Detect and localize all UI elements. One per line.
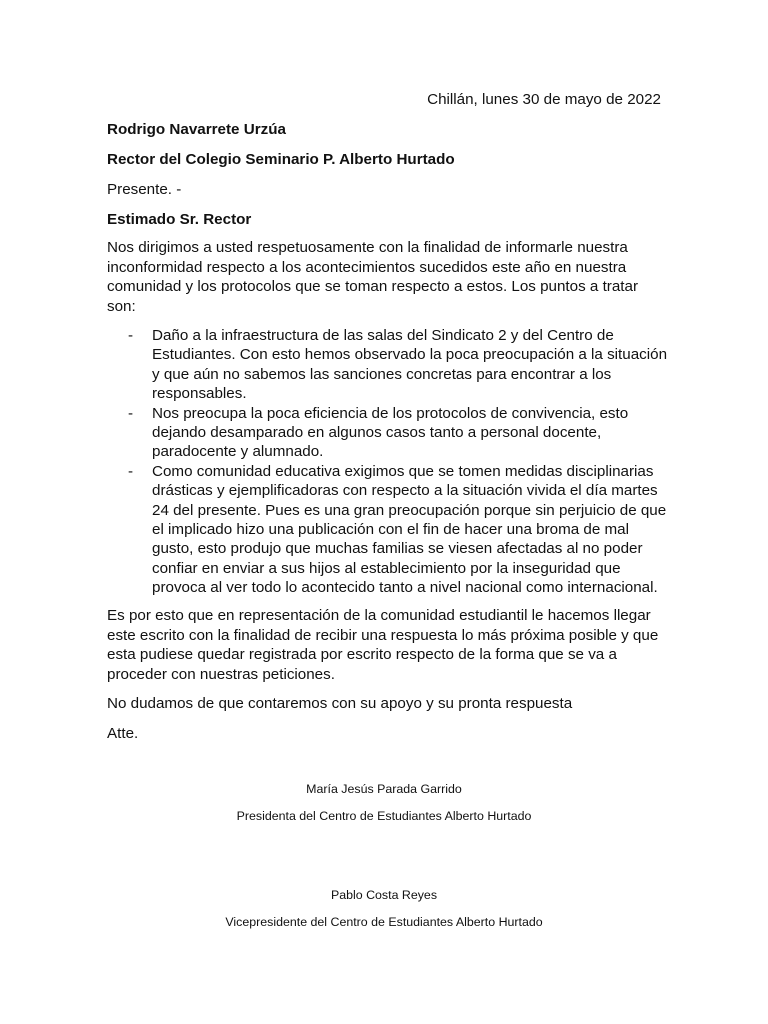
salutation: Estimado Sr. Rector: [107, 211, 252, 228]
bullet-marker: -: [128, 462, 134, 480]
point-text: Nos preocupa la poca eficiencia de los protocolos de convivencia, esto dejando desamparado en algunos casos tanto a personal docente, paradocente y alumnado.: [152, 404, 629, 461]
list-item: [107, 326, 667, 404]
bullet-marker: -: [128, 404, 134, 422]
point-text: Como comunidad educativa exigimos que se tomen medidas disciplinarias drásticas y ejemplificadoras con respecto a la situación vivida el día martes 24 del presente. Pues es una gran preocupación porque sin perjuicio de que el implicado hizo una publicación con el fin de hacer una broma de mal gusto, esto produjo que muchas familias se viesen afectadas al no poder confiar en enviar a sus hijos al establecimiento por la inseguridad que provoca al ver todo lo acontecido tanto a nivel nacional como internacional.: [152, 462, 667, 597]
bullet-marker: -: [128, 327, 134, 344]
signatory-role: Presidenta del Centro de Estudiantes Alberto Hurtado: [236, 809, 532, 823]
points-list: [107, 326, 667, 598]
recipient-name: Rodrigo Navarrete Urzúa: [107, 121, 286, 138]
signatory-name: María Jesús Parada Garrido: [306, 782, 462, 796]
closing-line: No dudamos de que contaremos con su apoyo y su pronta respuesta: [107, 695, 573, 712]
atte-line: Atte.: [107, 725, 139, 742]
presente-line: Presente. -: [107, 181, 182, 198]
list-item: [107, 404, 667, 462]
intro-paragraph: Nos dirigimos a usted respetuosamente con la finalidad de informarle nuestra inconformidad respecto a los acontecimientos sucedidos este año en nuestra comunidad y los protocolos que se toman respecto a estos. Los puntos a tratar son:: [107, 239, 639, 315]
recipient-title: Rector del Colegio Seminario P. Alberto Hurtado: [107, 151, 455, 168]
list-item: [107, 462, 667, 598]
signatory-name: Pablo Costa Reyes: [330, 888, 438, 902]
closing-paragraph: Es por esto que en representación de la comunidad estudiantil le hacemos llegar este escrito con la finalidad de recibir una respuesta lo más próxima posible y que esta pudiese quedar registrada por escrito respecto de la forma que se va a proceder con nuestras peticiones.: [107, 607, 659, 683]
letter-date: Chillán, lunes 30 de mayo de 2022: [427, 91, 661, 108]
signatory-role: Vicepresidente del Centro de Estudiantes Alberto Hurtado: [225, 915, 543, 929]
point-text: Daño a la infraestructura de las salas del Sindicato 2 y del Centro de Estudiantes. Con esto hemos observado la poca preocupación a la situación y que aún no sabemos las sanciones concretas para encontrar a los responsables.: [152, 327, 668, 403]
